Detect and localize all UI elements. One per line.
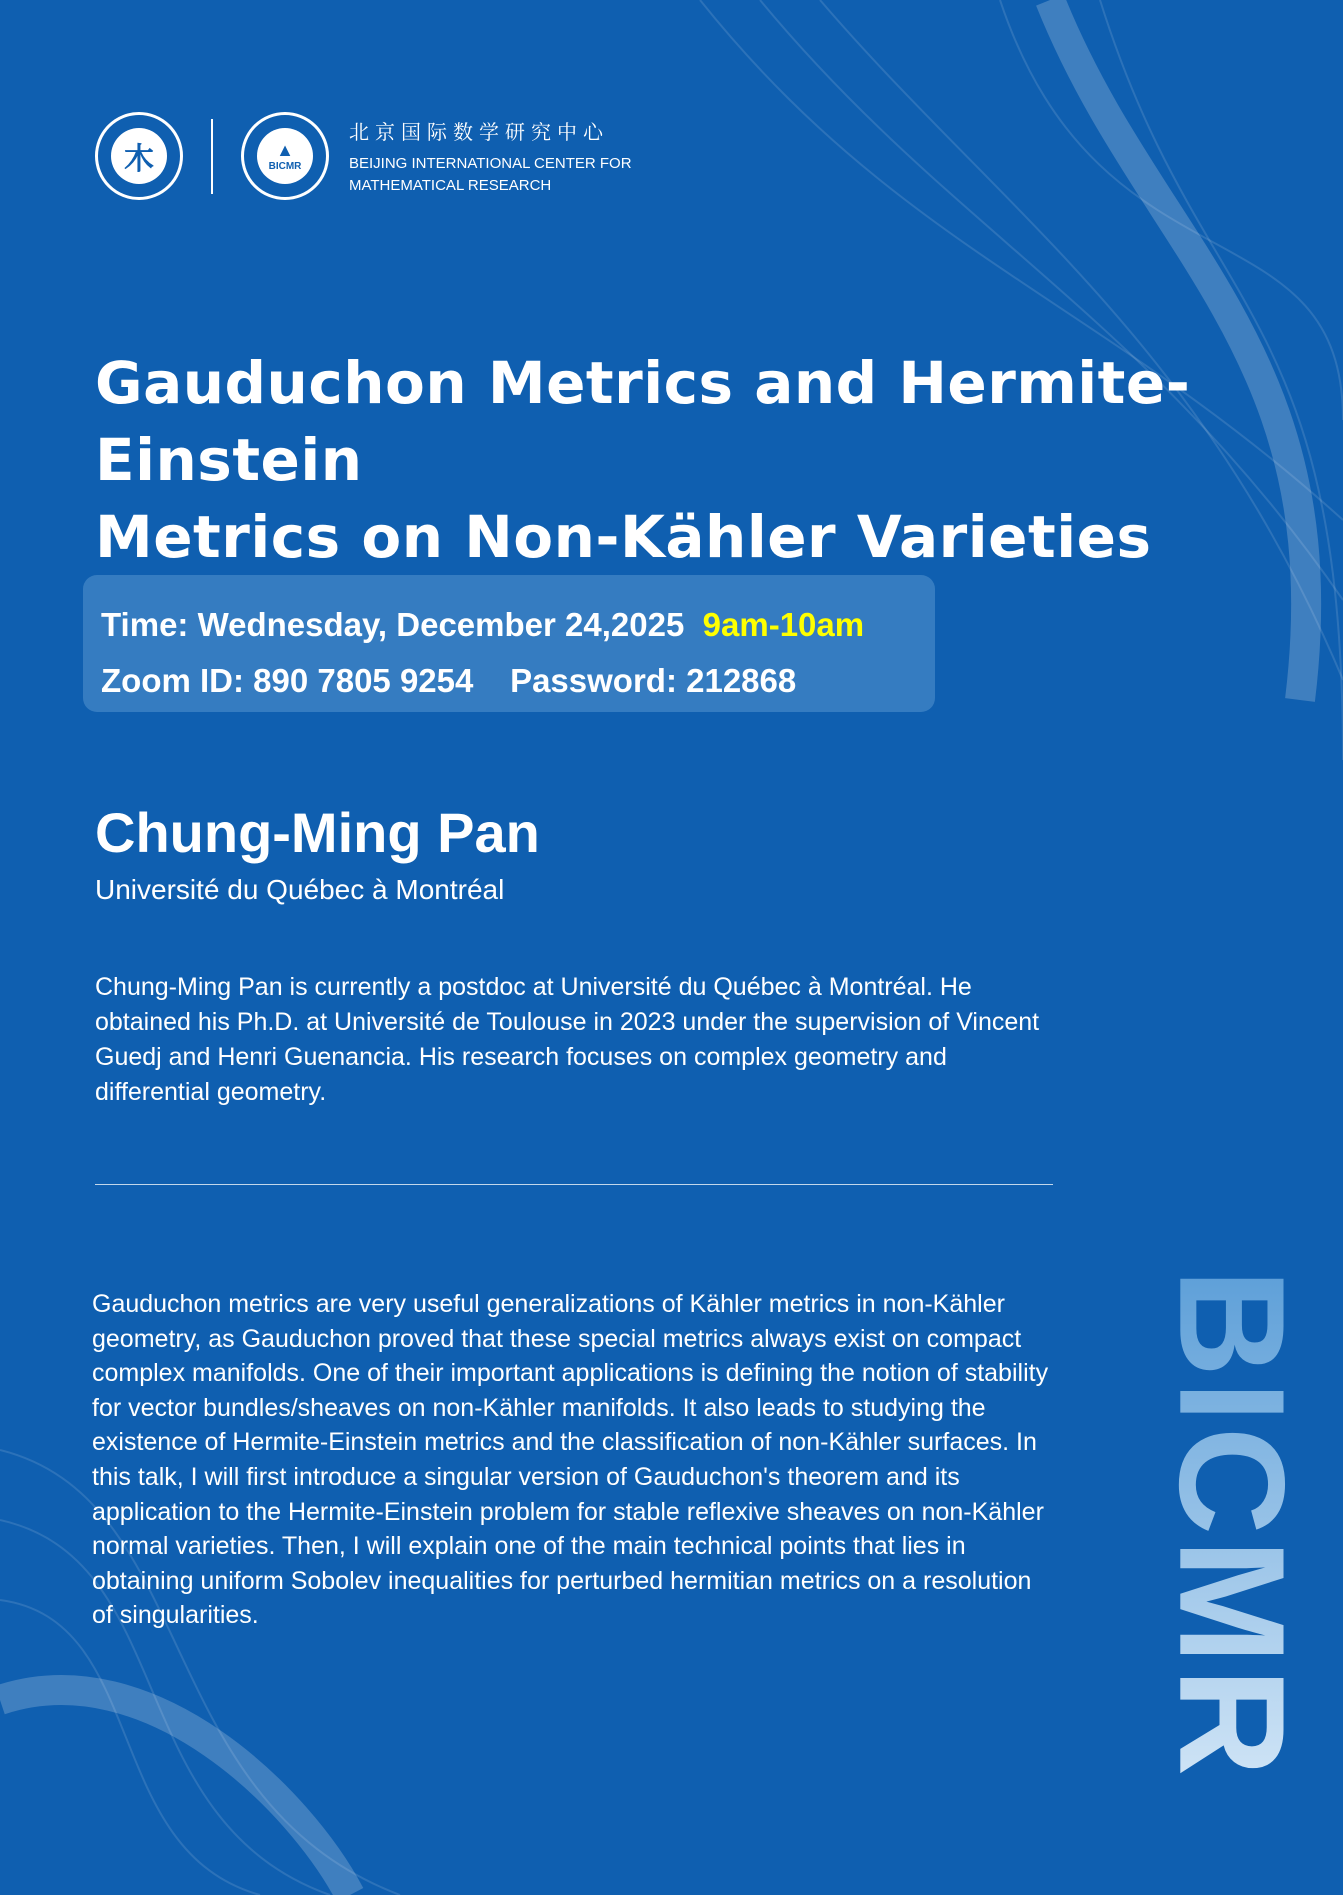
bicmr-watermark [1148, 1246, 1317, 1803]
talk-abstract: Gauduchon metrics are very useful generalizations of Kähler metrics in non-Kähler geometry, as Gauduchon proved that these special metrics always exist on compact complex manifolds. One of their important applications is defining the notion of stability for vector bundles/sheaves on non-Kähler manifolds. It also leads to studying the existence of Hermite-Einstein metrics and the classification of non-Kähler surfaces. In this talk, I will first introduce a singular version of Gauduchon's theorem and its application to the Hermite-Einstein problem for stable reflexive sheaves on non-Kähler normal varieties. Then, I will explain one of the main technical points that lies in obtaining uniform Sobolev inequalities for perturbed hermitian metrics on a resolution of singularities. [92, 1290, 1049, 1630]
zoom-row [101, 653, 917, 709]
header-logos [95, 112, 632, 200]
event-info-box [83, 575, 935, 712]
logo-divider [211, 119, 213, 194]
time-range: 9am-10am [702, 606, 865, 643]
time-label: Time: Wednesday, December 24,2025 [101, 606, 685, 643]
title-line-1: Gauduchon Metrics and Hermite-Einstein [95, 349, 1191, 494]
speaker-bio: Chung-Ming Pan is currently a postdoc at Université du Québec à Montréal. He obtained his Ph.D. at Université de Toulouse in 2023 under the supervision of Vincent Guedj and Henri Guenancia. His research focuses on complex geometry and differential geometry. [95, 973, 1040, 1106]
bicmr-watermark-text: BICMR [1146, 1269, 1319, 1781]
bicmr-logo: ▲ BICMR [241, 112, 329, 200]
center-name [349, 116, 632, 197]
zoom-password: Password: 212868 [510, 662, 797, 699]
speaker-affiliation: Université du Québec à Montréal [95, 874, 505, 905]
speaker-name: Chung-Ming Pan [95, 801, 540, 864]
center-name-english-2: MATHEMATICAL RESEARCH [349, 176, 552, 194]
center-name-chinese: 北京国际数学研究中心 [349, 119, 609, 144]
title-line-2: Metrics on Non-Kähler Varieties [95, 503, 1152, 571]
time-row [101, 597, 917, 653]
peking-university-logo: 木 [95, 112, 183, 200]
talk-title [95, 345, 1335, 576]
section-divider [95, 1184, 1053, 1185]
zoom-id: Zoom ID: 890 7805 9254 [101, 662, 474, 699]
center-name-english-1: BEIJING INTERNATIONAL CENTER FOR [349, 154, 632, 172]
